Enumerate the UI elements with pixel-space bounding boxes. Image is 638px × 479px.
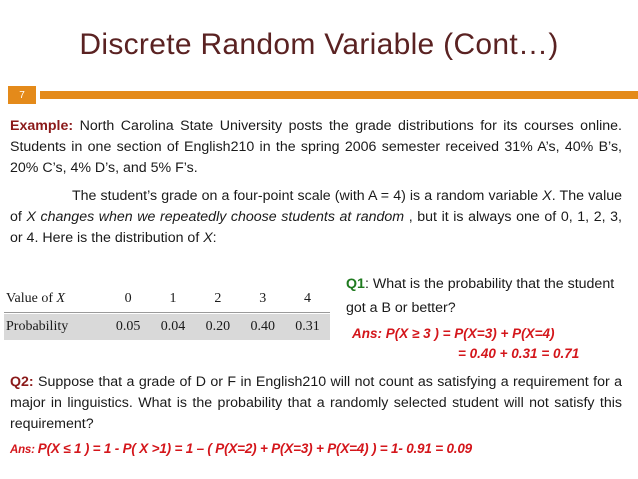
question-1 xyxy=(346,272,628,320)
value-label: Value of xyxy=(6,291,57,306)
q2-answer xyxy=(10,441,636,456)
probability-cell: 0.04 xyxy=(160,319,186,334)
value-cell: 4 xyxy=(304,291,312,306)
table-divider xyxy=(4,312,330,313)
value-var: X xyxy=(56,291,66,306)
probability-cell: 0.05 xyxy=(115,319,141,334)
value-row xyxy=(4,286,330,312)
desc-part2: . The value of xyxy=(10,188,622,225)
q1-answer-line2: = 0.40 + 0.31 = 0.71 xyxy=(458,346,580,361)
value-header xyxy=(4,291,106,307)
question-2 xyxy=(10,372,622,435)
desc-var2: X xyxy=(26,209,36,225)
title-underline-bar xyxy=(40,91,638,99)
q1-text: : What is the probability that the student got a B or better? xyxy=(346,276,615,316)
desc-part3: , but it is always one of 0, 1, 2, 3, or 4. Here is the distribution of xyxy=(10,209,622,246)
value-cell: 0 xyxy=(124,291,132,306)
slide-number: 7 xyxy=(8,86,36,104)
example-text: North Carolina State University posts the grade distributions for its courses online. Students in one section of English210 in the spring 2006 semester received 31% A’s, 40% B’s, 20% C’s, 4% D’s, and 5% F’s. xyxy=(10,118,622,176)
value-cell: 3 xyxy=(259,291,267,306)
q2-label: Q2: xyxy=(10,374,34,390)
example-paragraph xyxy=(10,116,622,179)
desc-italic-phrase: changes when we repeatedly choose students at random xyxy=(35,209,405,225)
desc-part1: The student’s grade on a four-point scale (with A = 4) is a random variable xyxy=(72,188,543,204)
probability-cell: 0.40 xyxy=(250,319,275,334)
desc-end: : xyxy=(212,230,217,246)
q1-label: Q1 xyxy=(346,276,365,292)
q1-answer-line1: Ans: P(X ≥ 3 ) = P(X=3) + P(X=4) xyxy=(352,326,555,341)
example-label: Example: xyxy=(10,118,74,134)
probability-header: Probability xyxy=(6,319,69,334)
distribution-description xyxy=(10,186,622,249)
q2-text: Suppose that a grade of D or F in English210 will not count as satisfying a requirement for a major in linguistics. What is the probability that a randomly selected student will not satisfy this requirement? xyxy=(10,374,622,432)
q2-answer-text: P(X ≤ 1 ) = 1 - P( X >1) = 1 – ( P(X=2) + P(X=3) + P(X=4) ) = 1- 0.91 = 0.09 xyxy=(37,441,472,456)
probability-row xyxy=(4,314,330,340)
probability-cell: 0.31 xyxy=(295,319,320,334)
distribution-table xyxy=(4,286,330,341)
desc-var1: X xyxy=(542,188,552,204)
value-cell: 2 xyxy=(214,291,222,306)
q2-answer-label: Ans: xyxy=(10,444,38,456)
desc-var3: X xyxy=(203,230,213,246)
probability-cell: 0.20 xyxy=(205,319,231,334)
slide-title: Discrete Random Variable (Cont…) xyxy=(79,28,559,61)
value-cell: 1 xyxy=(169,291,177,306)
